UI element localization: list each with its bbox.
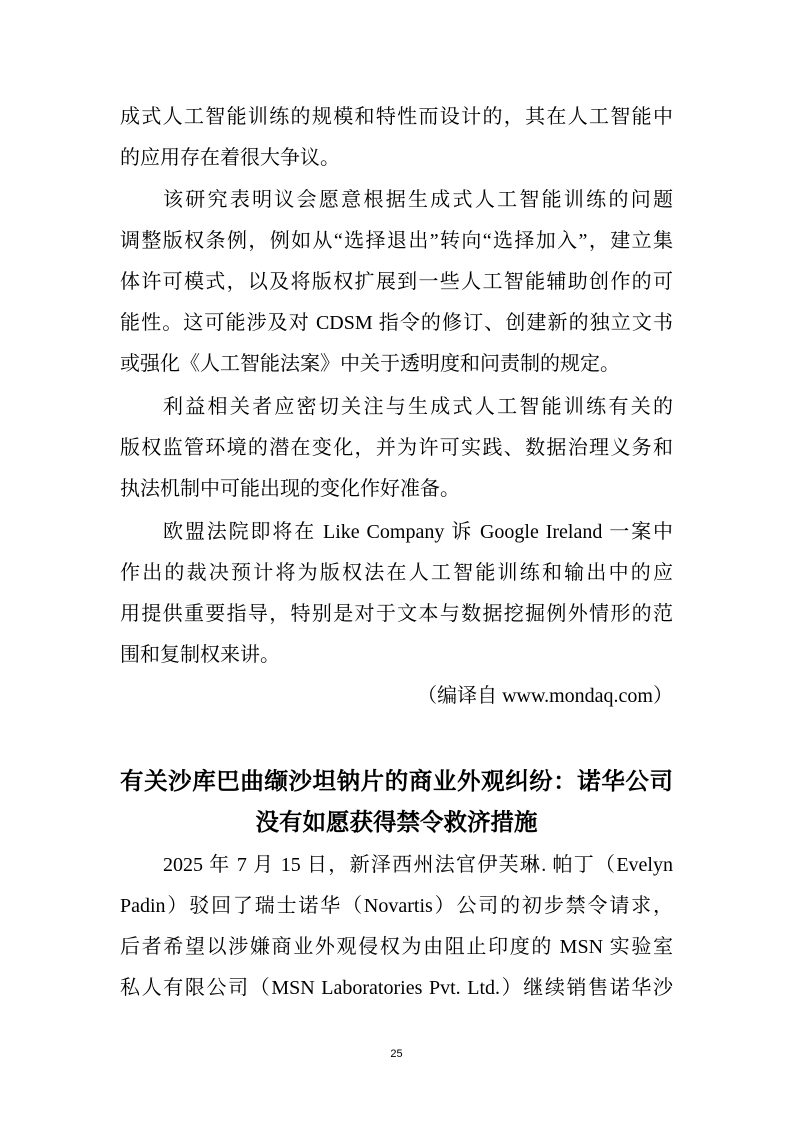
text-line: 能性。这可能涉及对 CDSM 指令的修订、创建新的独立文书 <box>120 312 673 334</box>
text-line: 后者希望以涉嫌商业外观侵权为由阻止印度的 MSN 实验室 <box>120 936 673 958</box>
text-line: Padin）驳回了瑞士诺华（Novartis）公司的初步禁令请求， <box>120 895 673 917</box>
text-line: 体许可模式，以及将版权扩展到一些人工智能辅助创作的可 <box>120 271 673 293</box>
text-line: 利益相关者应密切关注与生成式人工智能训练有关的 <box>163 396 673 418</box>
text-line: 或强化《人工智能法案》中关于透明度和问责制的规定。 <box>120 353 620 375</box>
source-note <box>120 676 673 717</box>
text-line: 2025 年 7 月 15 日，新泽西州法官伊芙琳. 帕丁（Evelyn <box>163 854 673 876</box>
text-line: 调整版权条例，例如从“选择退出”转向“选择加入”，建立集 <box>120 230 673 252</box>
text-line: 围和复制权来讲。 <box>120 644 280 666</box>
text-line: 成式人工智能训练的规模和特性而设计的，其在人工智能中 <box>120 106 673 128</box>
source-note-text: （编译自 www.mondaq.com） <box>417 685 673 707</box>
article-title-line: 没有如愿获得禁令救济措施 <box>255 809 538 835</box>
text-line: 欧盟法院即将在 Like Company 诉 Google Ireland 一案中 <box>163 521 673 543</box>
text-line: 的应用存在着很大争议。 <box>120 147 340 169</box>
article-title-line: 有关沙库巴曲缬沙坦钠片的商业外观纠纷：诺华公司 <box>120 768 673 794</box>
article-title <box>120 761 673 843</box>
article-paragraph <box>120 845 673 1009</box>
text-line: 作出的裁决预计将为版权法在人工智能训练和输出中的应 <box>120 562 673 584</box>
continuation-paragraph <box>120 97 673 179</box>
paragraph-copyright-reform <box>120 180 673 385</box>
text-line: 版权监管环境的潜在变化，并为许可实践、数据治理义务和 <box>120 437 673 459</box>
text-line: 该研究表明议会愿意根据生成式人工智能训练的问题 <box>163 189 673 211</box>
text-line: 用提供重要指导，特别是对于文本与数据挖掘例外情形的范 <box>120 603 673 625</box>
paragraph-cjeu-ruling <box>120 512 673 676</box>
paragraph-stakeholders <box>120 387 673 510</box>
text-line: 执法机制中可能出现的变化作好准备。 <box>120 478 460 500</box>
text-line: 私人有限公司（MSN Laboratories Pvt. Ltd.）继续销售诺华沙 <box>120 977 673 999</box>
page-number: 25 <box>390 1048 403 1060</box>
